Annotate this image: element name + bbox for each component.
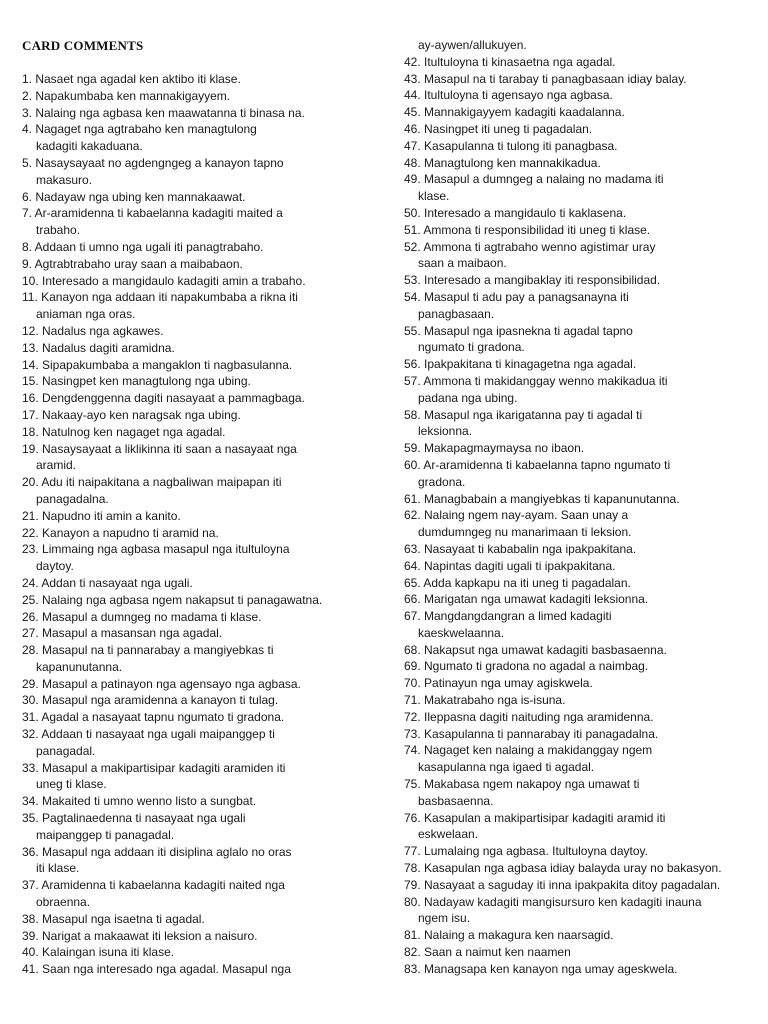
comment-text: 16. Dengdenggenna dagiti nasayaat a pammagbaga. [22, 391, 305, 406]
list-item [22, 793, 322, 810]
comment-continuation: ay-aywen/allukuyen. [418, 38, 527, 52]
list-item [22, 541, 322, 575]
comment-continuation: aramid. [36, 458, 77, 473]
comment-text: 46. Nasingpet iti uneg ti pagadalan. [404, 121, 593, 136]
list-item [22, 121, 322, 155]
comment-text: 51. Ammona ti responsibilidad iti uneg ti klase. [404, 222, 651, 237]
comment-text: 64. Napintas dagiti ugali ti ipakpakitana. [404, 558, 616, 573]
comment-text: 9. Agtrabtrabaho uray saan a maibabaon. [22, 256, 243, 271]
list-item [404, 289, 722, 323]
list-item [404, 575, 722, 592]
list-item [22, 625, 322, 642]
comment-text: 60. Ar-aramidenna ti kabaelanna tapno ngumato ti [404, 457, 671, 472]
comment-text: 12. Nadalus nga agkawes. [22, 323, 164, 338]
comment-continuation: leksionna. [418, 424, 473, 439]
comment-continuation: makasuro. [36, 172, 93, 187]
list-item [404, 927, 722, 944]
comment-continuation: dumdumngeg nu manarimaan ti leksion. [418, 525, 632, 540]
comment-text: 23. Limmaing nga agbasa masapul nga itultuloyna [22, 542, 290, 557]
list-item [404, 675, 722, 692]
list-item [22, 407, 322, 424]
comment-continuation: gradona. [418, 474, 466, 489]
list-item [22, 760, 322, 794]
list-item [22, 928, 322, 945]
comment-continuation: ngem isu. [418, 911, 471, 926]
comment-text: 10. Interesado a mangidaulo kadagiti amin a trabaho. [22, 273, 306, 288]
comment-text: 55. Masapul nga ipasnekna ti agadal tapno [404, 323, 633, 338]
comment-text: 1. Nasaet nga agadal ken aktibo iti klase. [22, 72, 241, 86]
list-item [404, 457, 722, 491]
comment-continuation: kasapulanna nga igaed ti agadal. [418, 760, 595, 775]
comment-text: 20. Adu iti naipakitana a nagbaliwan maipapan iti [22, 475, 282, 490]
list-item [404, 726, 722, 743]
comment-continuation: panagadalna. [36, 491, 109, 506]
comment-text: 40. Kalaingan isuna iti klase. [22, 945, 175, 960]
list-item [22, 373, 322, 390]
comment-text: 19. Nasaysayaat a liklikinna iti saan a nasayaat nga [22, 441, 297, 456]
list-item [22, 256, 322, 273]
comment-text: 70. Patinayun nga umay agiskwela. [404, 676, 593, 691]
comment-text: 77. Lumalaing nga agbasa. Itultuloyna daytoy. [404, 844, 648, 859]
list-item [404, 843, 722, 860]
list-item [22, 592, 322, 609]
comment-text: 33. Masapul a makipartisipar kadagiti aramiden iti [22, 760, 286, 775]
list-item [22, 911, 322, 928]
comment-text: 56. Ipakpakitana ti kinagagetna nga agadal. [404, 357, 637, 372]
comment-text: 59. Makapagmaymaysa no ibaon. [404, 441, 585, 456]
comment-continuation: trabaho. [36, 223, 81, 238]
list-item [404, 407, 722, 441]
list-item [22, 877, 322, 911]
list-item [404, 155, 722, 172]
comment-text: 18. Natulnog ken nagaget nga agadal. [22, 424, 226, 439]
comment-text: 8. Addaan ti umno nga ugali iti panagtrabaho. [22, 239, 264, 254]
list-item [404, 591, 722, 608]
comment-continuation: eskwelaan. [418, 827, 479, 842]
list-item [404, 692, 722, 709]
comment-text: 4. Nagaget nga agtrabaho ken managtulong [22, 122, 257, 137]
list-item [404, 944, 722, 961]
comment-text: 79. Nasayaat a saguday iti inna ipakpakita ditoy pagadalan. [404, 877, 721, 892]
list-item [404, 541, 722, 558]
comment-text: 11. Kanayon nga addaan iti napakumbaba a rikna iti [22, 290, 298, 305]
comment-text: 38. Masapul nga isaetna ti agadal. [22, 911, 205, 926]
list-item [22, 189, 322, 206]
comment-text: 67. Mangdangdangran a limed kadagiti [404, 609, 612, 624]
list-item [404, 323, 722, 357]
comment-text: 43. Masapul na ti tarabay ti panagbasaan idiay balay. [404, 71, 687, 86]
list-item [404, 491, 722, 508]
comment-text: 39. Narigat a makaawat iti leksion a naisuro. [22, 928, 258, 943]
comment-text: 5. Nasaysayaat no agdengngeg a kanayon tapno [22, 155, 284, 170]
list-item [22, 71, 322, 88]
list-item [22, 323, 322, 340]
comment-text: 42. Itultuloyna ti kinasaetna nga agadal. [404, 54, 616, 69]
comment-continuation: maipanggep ti panagadal. [36, 827, 175, 842]
comment-text: 68. Nakapsut nga umawat kadagiti basbasaenna. [404, 642, 667, 657]
list-item [404, 709, 722, 726]
comment-text: 7. Ar-aramidenna ti kabaelanna kadagiti maited a [22, 206, 283, 221]
list-item [404, 507, 722, 541]
comment-continuation: saan a maibaon. [418, 256, 507, 271]
list-item [22, 239, 322, 256]
comment-continuation: kapanunutanna. [36, 659, 123, 674]
comment-text: 48. Managtulong ken mannakikadua. [404, 155, 601, 170]
comment-text: 71. Makatrabaho nga is-isuna. [404, 693, 566, 708]
list-item [404, 121, 722, 138]
list-item [22, 474, 322, 508]
comment-text: 57. Ammona ti makidanggay wenno makikadua iti [404, 373, 668, 388]
list-item [404, 373, 722, 407]
comment-text: 69. Ngumato ti gradona no agadal a naimbag. [404, 659, 649, 674]
list-item [22, 508, 322, 525]
list-item [404, 272, 722, 289]
list-item [404, 608, 722, 642]
comment-continuation: padana nga ubing. [418, 390, 518, 405]
left-comment-list [22, 71, 322, 978]
list-item [404, 558, 722, 575]
list-item [404, 877, 722, 894]
comment-text: 27. Masapul a masansan nga agadal. [22, 626, 223, 641]
list-item [404, 37, 722, 54]
list-item [404, 104, 722, 121]
comment-text: 66. Marigatan nga umawat kadagiti leksionna. [404, 592, 649, 607]
list-item [22, 357, 322, 374]
comment-text: 36. Masapul nga addaan iti disiplina aglalo no oras [22, 844, 292, 859]
list-item [404, 171, 722, 205]
list-item [404, 222, 722, 239]
list-item [22, 810, 322, 844]
comment-text: 35. Pagtalinaedenna ti nasayaat nga ugali [22, 811, 246, 826]
comment-continuation: panagbasaan. [418, 306, 495, 321]
comment-text: 29. Masapul a patinayon nga agensayo nga agbasa. [22, 676, 301, 691]
page-title: CARD COMMENTS [22, 38, 144, 53]
list-item [404, 810, 722, 844]
comment-text: 24. Addan ti nasayaat nga ugali. [22, 575, 193, 590]
list-item [22, 726, 322, 760]
list-item [22, 424, 322, 441]
right-comment-list [404, 37, 722, 978]
list-item [22, 289, 322, 323]
list-item [22, 844, 322, 878]
list-item [22, 609, 322, 626]
comment-continuation: basbasaenna. [418, 793, 494, 808]
list-item [404, 205, 722, 222]
comment-text: 47. Kasapulanna ti tulong iti panagbasa. [404, 138, 618, 153]
comment-text: 15. Nasingpet ken managtulong nga ubing. [22, 374, 251, 389]
comment-continuation: kaeskwelaanna. [418, 625, 505, 640]
comment-text: 54. Masapul ti adu pay a panagsanayna iti [404, 289, 629, 304]
comment-text: 76. Kasapulan a makipartisipar kadagiti aramid iti [404, 810, 666, 825]
comment-continuation: obraenna. [36, 895, 91, 910]
list-item [404, 54, 722, 71]
comment-continuation: ngumato ti gradona. [418, 340, 525, 355]
comment-text: 62. Nalaing ngem nay-ayam. Saan unay a [404, 508, 629, 523]
list-item [404, 440, 722, 457]
comment-text: 53. Interesado a mangibaklay iti responsibilidad. [404, 273, 661, 288]
list-item [404, 860, 722, 877]
list-item [22, 88, 322, 105]
comment-text: 17. Nakaay-ayo ken naragsak nga ubing. [22, 407, 241, 422]
comment-text: 34. Makaited ti umno wenno listo a sungbat. [22, 794, 257, 809]
list-item [404, 961, 722, 978]
list-item [404, 776, 722, 810]
list-item [22, 390, 322, 407]
comment-text: 26. Masapul a dumngeg no madama ti klase. [22, 609, 262, 624]
list-item [22, 692, 322, 709]
list-item [404, 138, 722, 155]
comment-text: 50. Interesado a mangidaulo ti kaklasena. [404, 205, 627, 220]
comment-continuation: kadagiti kakaduana. [36, 139, 143, 154]
comment-text: 49. Masapul a dumngeg a nalaing no madama iti [404, 172, 664, 187]
comment-text: 44. Itultuloyna ti agensayo nga agbasa. [404, 88, 613, 103]
comment-text: 22. Kanayon a napudno ti aramid na. [22, 525, 219, 540]
comment-text: 14. Sipapakumbaba a mangaklon ti nagbasulanna. [22, 357, 293, 372]
comment-text: 83. Managsapa ken kanayon nga umay ageskwela. [404, 961, 678, 976]
comment-text: 21. Napudno iti amin a kanito. [22, 508, 181, 523]
comment-text: 41. Saan nga interesado nga agadal. Masapul nga [22, 962, 291, 977]
list-item [22, 642, 322, 676]
comment-text: 80. Nadayaw kadagiti mangisursuro ken kadagiti inauna [404, 894, 702, 909]
comment-text: 25. Nalaing nga agbasa ngem nakapsut ti panagawatna. [22, 592, 323, 607]
list-item [22, 525, 322, 542]
comment-continuation: iti klase. [36, 861, 80, 876]
comment-text: 73. Kasapulanna ti pannarabay iti panagadalna. [404, 726, 659, 741]
comment-text: 82. Saan a naimut ken naamen [404, 945, 571, 960]
comment-text: 81. Nalaing a makagura ken naarsagid. [404, 928, 614, 943]
list-item [22, 441, 322, 475]
list-item [22, 155, 322, 189]
list-item [22, 944, 322, 961]
comment-text: 65. Adda kapkapu na iti uneg ti pagadalan. [404, 575, 631, 590]
comment-text: 45. Mannakigayyem kadagiti kaadalanna. [404, 105, 625, 120]
list-item [22, 273, 322, 290]
list-item [404, 658, 722, 675]
list-item [22, 575, 322, 592]
list-item [404, 71, 722, 88]
list-item [22, 205, 322, 239]
list-item [22, 105, 322, 122]
comment-continuation: aniaman nga oras. [36, 307, 136, 322]
list-item [404, 356, 722, 373]
list-item [404, 239, 722, 273]
comment-text: 61. Managbabain a mangiyebkas ti kapanunutanna. [404, 491, 680, 506]
comment-text: 52. Ammona ti agtrabaho wenno agistimar uray [404, 239, 656, 254]
comment-text: 6. Nadayaw nga ubing ken mannakaawat. [22, 189, 246, 204]
list-item [404, 87, 722, 104]
comment-text: 28. Masapul na ti pannarabay a mangiyebkas ti [22, 643, 274, 658]
comment-text: 3. Nalaing nga agbasa ken maawatanna ti binasa na. [22, 105, 305, 120]
comment-continuation: daytoy. [36, 559, 74, 574]
comment-text: 13. Nadalus dagiti aramidna. [22, 340, 175, 355]
list-item [22, 340, 322, 357]
comment-text: 74. Nagaget ken nalaing a makidanggay ngem [404, 743, 653, 758]
comment-continuation: panagadal. [36, 743, 96, 758]
list-item [404, 894, 722, 928]
list-item [22, 709, 322, 726]
comment-continuation: klase. [418, 189, 450, 204]
list-item [22, 676, 322, 693]
list-item [404, 642, 722, 659]
comment-text: 78. Kasapulan nga agbasa idiay balayda uray no bakasyon. [404, 861, 722, 876]
comment-continuation: uneg ti klase. [36, 777, 107, 792]
comment-text: 37. Aramidenna ti kabaelanna kadagiti naited nga [22, 878, 285, 893]
comment-text: 30. Masapul nga aramidenna a kanayon ti tulag. [22, 693, 279, 708]
comment-text: 63. Nasayaat ti kababalin nga ipakpakitana. [404, 541, 637, 556]
list-item [22, 961, 322, 978]
comment-text: 32. Addaan ti nasayaat nga ugali maipanggep ti [22, 727, 275, 742]
comment-text: 58. Masapul nga ikarigatanna pay ti agadal ti [404, 407, 643, 422]
comment-text: 75. Makabasa ngem nakapoy nga umawat ti [404, 777, 640, 792]
list-item [404, 742, 722, 776]
comment-text: 2. Napakumbaba ken mannakigayyem. [22, 88, 231, 103]
comment-text: 72. Ileppasna dagiti naituding nga aramidenna. [404, 709, 654, 724]
comment-text: 31. Agadal a nasayaat tapnu ngumato ti gradona. [22, 710, 285, 725]
